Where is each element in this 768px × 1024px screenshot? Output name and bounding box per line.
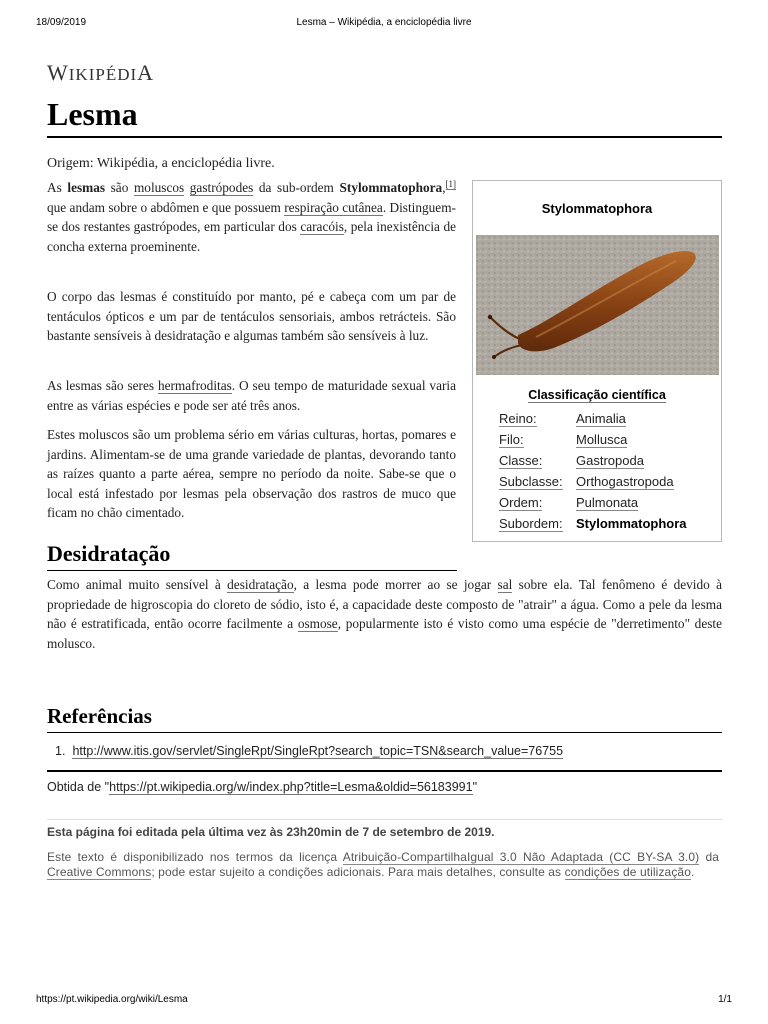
body-paragraph-3: As lesmas são seres hermafroditas. O seu tempo de maturidade sexual varia entre as várias espécies e pode ser até três anos. bbox=[47, 378, 457, 413]
link-desidratacao[interactable]: desidratação bbox=[227, 577, 294, 592]
citation-link-1[interactable]: [1] bbox=[445, 178, 457, 189]
section-divider bbox=[47, 570, 457, 571]
logo-letter-w: W bbox=[47, 60, 69, 85]
taxon-row-filo bbox=[499, 432, 719, 452]
permalink-link[interactable]: https://pt.wikipedia.org/w/index.php?title=Lesma&oldid=56183991 bbox=[109, 780, 473, 794]
taxobox-title: Stylommatophora bbox=[541, 201, 653, 216]
link-hermafroditas[interactable]: hermafroditas bbox=[157, 378, 232, 393]
taxon-value-link[interactable]: Gastropoda bbox=[576, 453, 644, 468]
taxon-rank-link[interactable]: Classe: bbox=[499, 453, 543, 468]
page-title: Lesma bbox=[47, 96, 138, 132]
section-heading-desidratacao: Desidratação bbox=[47, 541, 171, 566]
taxon-rank-link[interactable]: Subordem: bbox=[499, 516, 563, 531]
taxon-value-link[interactable]: Pulmonata bbox=[576, 495, 639, 510]
logo-letter-a: A bbox=[137, 60, 155, 85]
body-paragraph-4: Estes moluscos são um problema sério em várias culturas, hortas, pomares e jardins. Alimentam-se de uma grande variedade de plantas, devorando tanto as raízes quanto a parte aérea, sempre no período da noite. Sabe-se que o local está infestado por lesmas pela observação dos rastros de muco que ficam no chão cimentado. bbox=[47, 427, 456, 521]
taxon-rank-link[interactable]: Ordem: bbox=[499, 495, 543, 510]
link-osmose[interactable]: osmose bbox=[297, 616, 338, 632]
taxon-row-reino bbox=[499, 411, 719, 431]
taxon-rank-link[interactable]: Filo: bbox=[499, 432, 524, 447]
bold-term-stylommatophora: Stylommatophora bbox=[339, 180, 443, 195]
taxon-value-link[interactable]: Orthogastropoda bbox=[576, 474, 674, 489]
slug-photo-icon[interactable] bbox=[476, 235, 719, 375]
taxon-row-subordem bbox=[499, 516, 719, 536]
reference-link[interactable]: http://www.itis.gov/servlet/SingleRpt/SingleRpt?search_topic=TSN&search_value=76755 bbox=[72, 744, 564, 758]
license-link[interactable]: Atribuição-CompartilhaIgual 3.0 Não Adaptada (CC BY-SA 3.0) bbox=[342, 850, 700, 864]
taxon-value-link[interactable]: Animalia bbox=[576, 411, 626, 426]
last-edited-notice: Esta página foi editada pela última vez às 23h20min de 7 de setembro de 2019. bbox=[47, 825, 495, 839]
bold-term-lesmas: lesmas bbox=[67, 180, 106, 195]
reference-item bbox=[55, 744, 563, 758]
link-respiracao-cutanea[interactable]: respiração cutânea bbox=[284, 199, 383, 215]
retrieved-from: Obtida de "https://pt.wikipedia.org/w/index.php?title=Lesma&oldid=56183991" bbox=[47, 780, 478, 794]
origin-line: Origem: Wikipédia, a enciclopédia livre. bbox=[47, 156, 275, 171]
taxobox bbox=[472, 180, 722, 542]
link-caracois[interactable]: caracóis bbox=[300, 219, 344, 235]
logo-middle: IKIPÉDI bbox=[68, 65, 138, 84]
content-end-divider bbox=[47, 770, 722, 772]
body-paragraph-2: O corpo das lesmas é constituído por manto, pé e cabeça com um par de tentáculos ópticos e um par de tentáculos sensoriais, ambos retrácteis. São bastante sensíveis à desidratação e algumas também são sensíveis à luz. bbox=[47, 289, 456, 344]
taxon-value-current: Stylommatophora bbox=[576, 516, 687, 531]
print-page-title: Lesma – Wikipédia, a enciclopédia livre bbox=[296, 17, 472, 28]
taxon-value-link[interactable]: Mollusca bbox=[576, 432, 628, 447]
license-notice: Este texto é disponibilizado nos termos da licença Atribuição-CompartilhaIgual 3.0 Não Adaptada (CC BY-SA 3.0) da Creative Commons; pode estar sujeito a condições adicionais. Para mais detalhes, consulte as condições de utilização. bbox=[47, 850, 719, 879]
section-divider bbox=[47, 732, 722, 733]
taxon-row-classe bbox=[499, 453, 719, 473]
taxon-rank-link[interactable]: Subclasse: bbox=[499, 474, 563, 489]
classification-heading[interactable]: Classificação científica bbox=[528, 388, 666, 402]
print-page-number: 1/1 bbox=[718, 994, 732, 1005]
intro-paragraph: As lesmas são moluscos gastrópodes da sub-ordem Stylommatophora,[1] que andam sobre o abdômen e que possuem respiração cutânea. Distinguem-se dos restantes gastrópodes, em particular dos caracóis, pela inexistência de concha externa proeminente. bbox=[47, 178, 457, 254]
taxon-row-subclasse bbox=[499, 474, 719, 494]
wikipedia-logo[interactable] bbox=[47, 60, 154, 86]
terms-of-use-link[interactable]: condições de utilização bbox=[564, 864, 691, 879]
title-divider bbox=[47, 136, 722, 138]
section-heading-referencias: Referências bbox=[47, 704, 152, 728]
taxon-row-ordem bbox=[499, 495, 719, 515]
footer-divider bbox=[47, 819, 722, 820]
taxon-rank-link[interactable]: Reino: bbox=[499, 411, 537, 426]
link-gastropodes[interactable]: gastrópodes bbox=[189, 180, 254, 195]
link-moluscos[interactable]: moluscos bbox=[133, 180, 185, 195]
print-url: https://pt.wikipedia.org/wiki/Lesma bbox=[36, 994, 188, 1005]
desidratacao-paragraph: Como animal muito sensível à desidratação, a lesma pode morrer ao se jogar sal sobre ela. Tal fenômeno é devido à propriedade de higroscopia do cloreto de sódio, isto é, a capacidade deste composto de "atrair" a água. Como a pele da lesma não é estratificada, então ocorre facilmente a osmose, popularmente isto é visto como uma espécie de "derretimento" deste molusco. bbox=[47, 577, 723, 651]
creative-commons-link[interactable]: Creative Commons bbox=[47, 864, 152, 879]
link-sal[interactable]: sal bbox=[497, 577, 513, 592]
reference-number: 1. bbox=[55, 744, 66, 758]
print-date: 18/09/2019 bbox=[36, 17, 87, 28]
